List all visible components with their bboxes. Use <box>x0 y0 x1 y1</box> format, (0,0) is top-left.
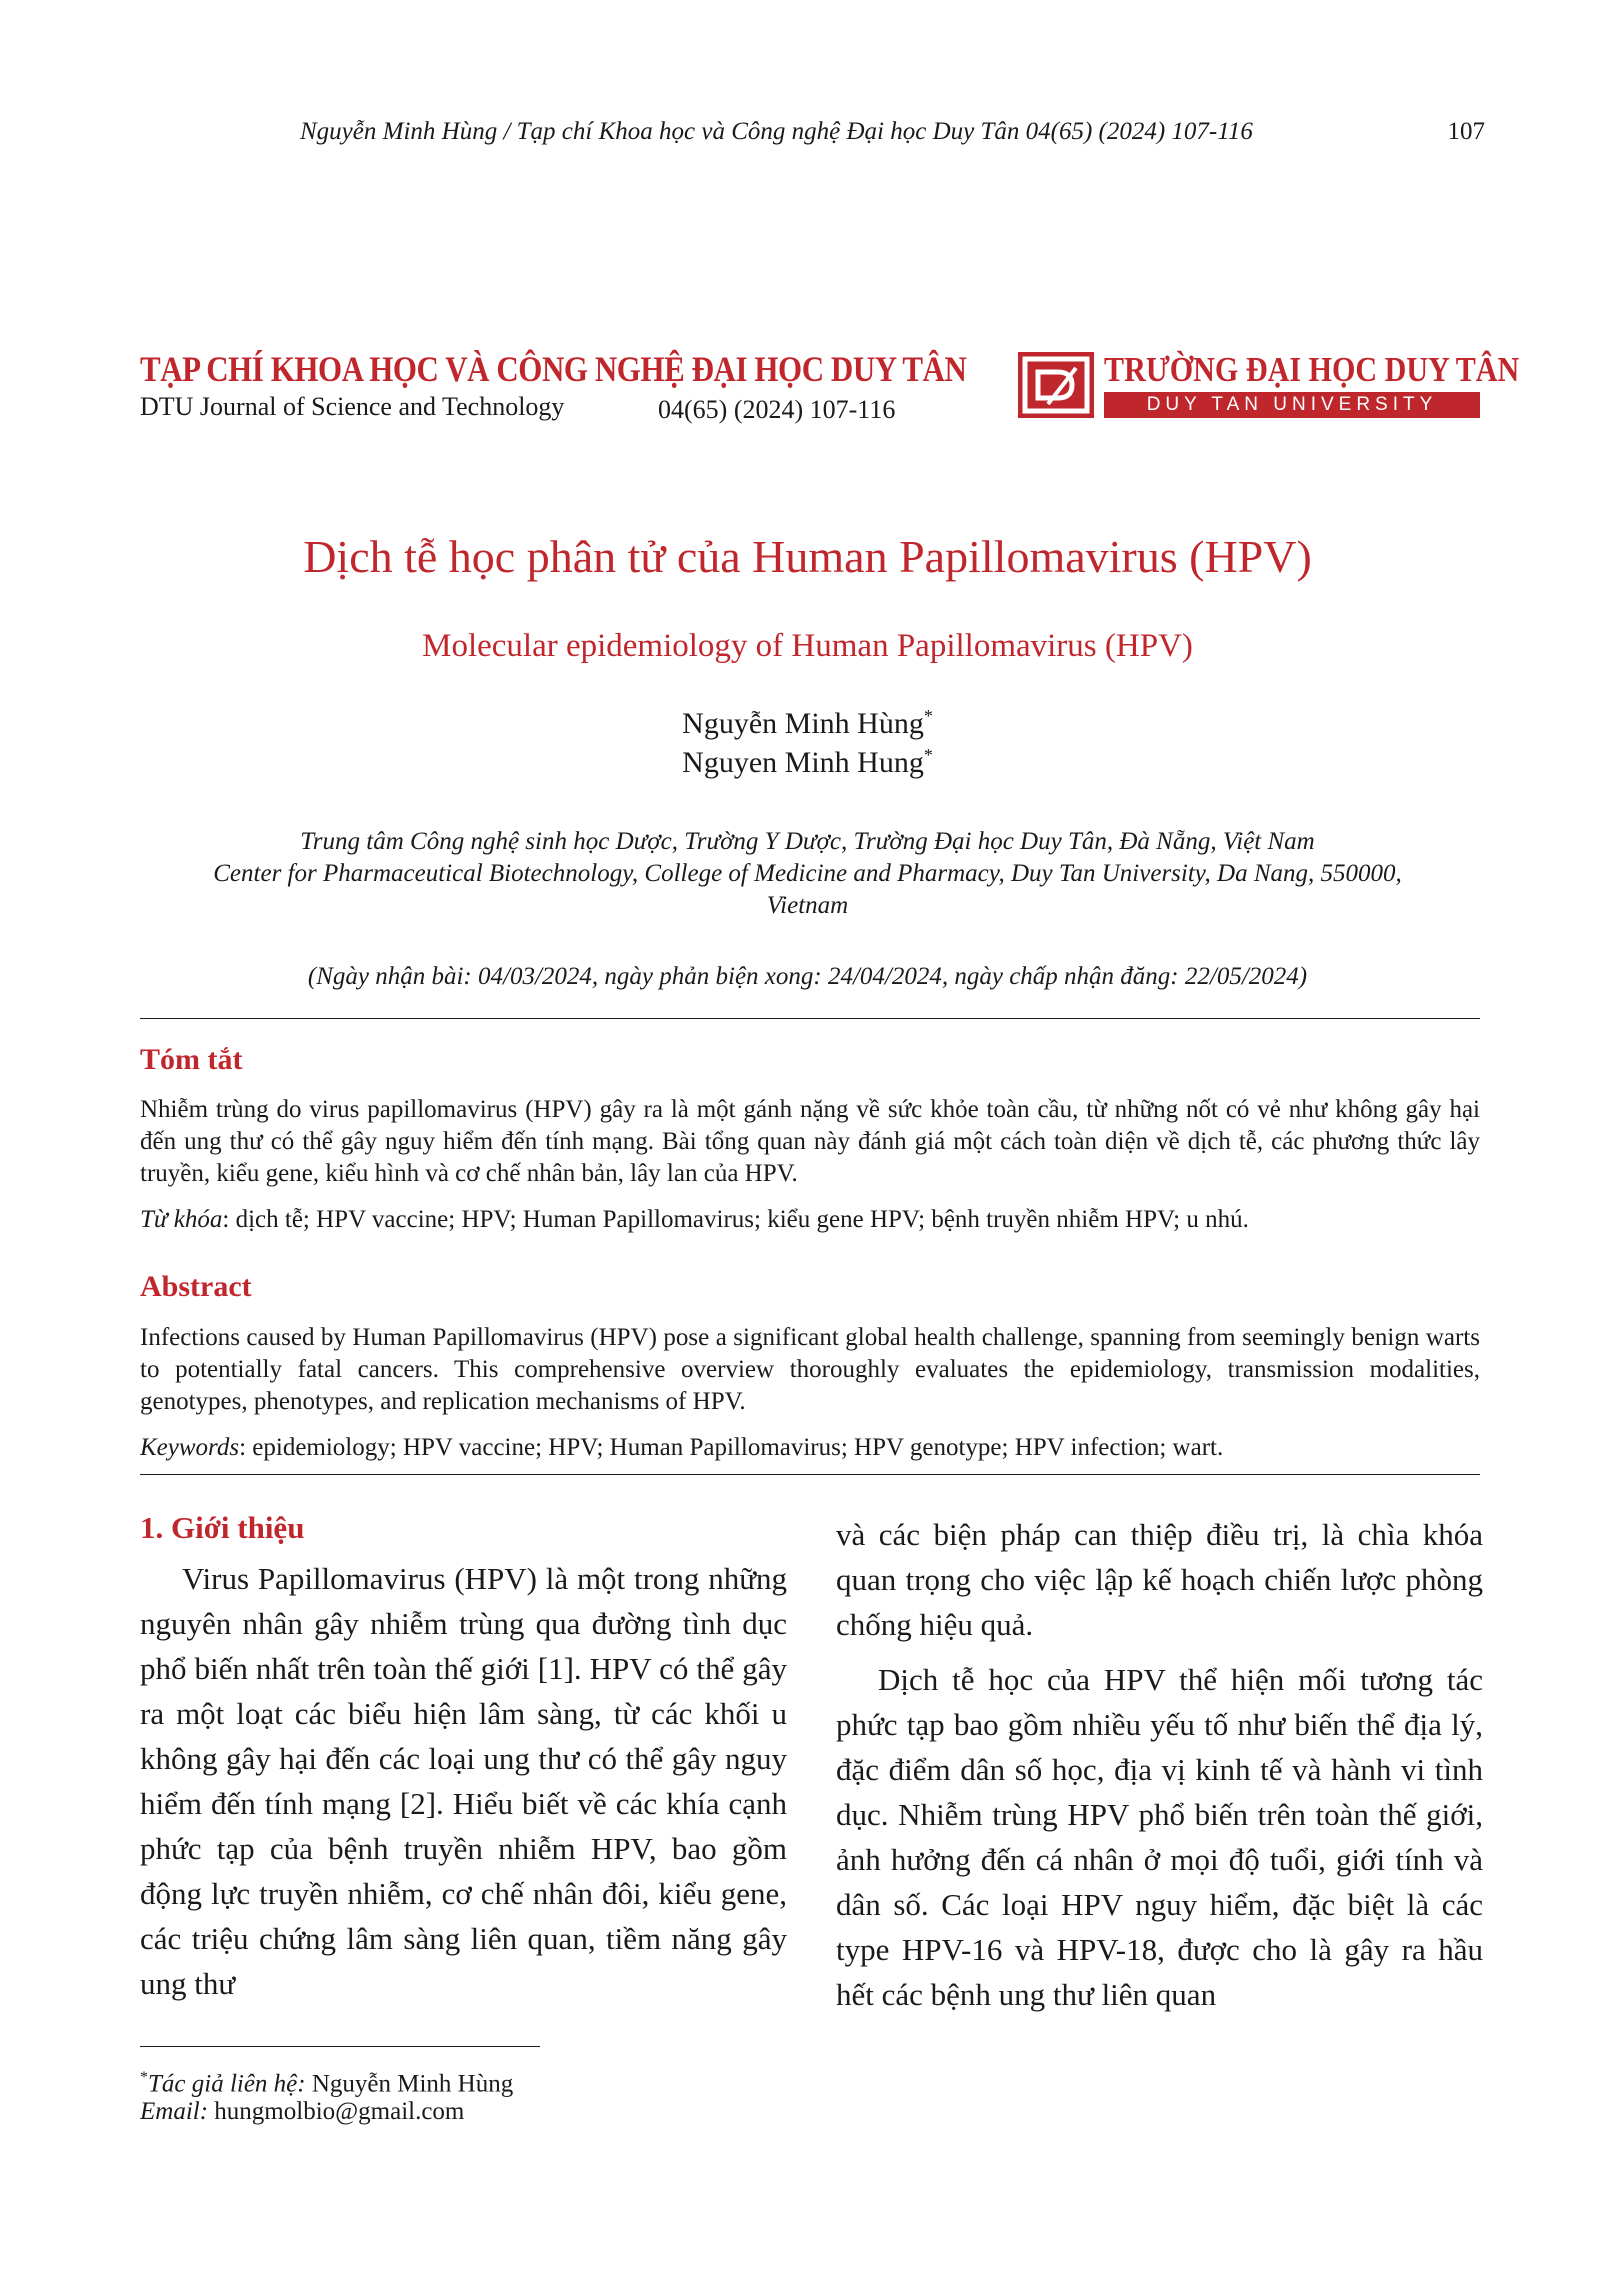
submission-dates: (Ngày nhận bài: 04/03/2024, ngày phản biện xong: 24/04/2024, ngày chấp nhận đăng: 22/05/2024) <box>307 963 1308 990</box>
abstract-text: Infections caused by Human Papillomavirus (HPV) pose a significant global health challenge, spanning from seemingly benign warts to potentially fatal cancers. This comprehensive overview thoroughly evaluates the epidemiology, transmission modalities, genotypes, phenotypes, and replication mechanisms of HPV. <box>140 1324 1480 1415</box>
university-logo <box>1018 350 1520 418</box>
summary-heading: Tóm tắt <box>140 1043 243 1076</box>
footnote-mark: * <box>140 2069 148 2086</box>
article-title-en: Molecular epidemiology of Human Papillomavirus (HPV) <box>422 628 1193 664</box>
author-name: Nguyễn Minh Hùng <box>682 707 924 740</box>
paragraph: và các biện pháp can thiệp điều trị, là chìa khóa quan trọng cho việc lập kế hoạch chiến lược phòng chống hiệu quả. <box>836 1517 1483 1642</box>
logo-band: DUY TAN UNIVERSITY <box>1104 392 1480 418</box>
email-label: Email: <box>140 2098 209 2125</box>
journal-issue: 04(65) (2024) 107-116 <box>658 395 896 424</box>
affiliation-en-country: Vietnam <box>766 892 849 919</box>
affiliation-vn: Trung tâm Công nghệ sinh học Dược, Trường Y Dược, Trường Đại học Duy Tân, Đà Nẵng, Việt Nam <box>300 828 1315 855</box>
divider <box>140 1018 1480 1019</box>
logo-name: TRƯỜNG ĐẠI HỌC DUY TÂN <box>1104 350 1520 389</box>
journal-name-vn: TẠP CHÍ KHOA HỌC VÀ CÔNG NGHỆ ĐẠI HỌC DUY TÂN <box>140 349 967 389</box>
summary-text: Nhiễm trùng do virus papillomavirus (HPV) gây ra là một gánh nặng về sức khỏe toàn cầu, từ những nốt có vẻ như không gây hại đến ung thư có thể gây nguy hiểm đến tính mạng. Bài tổng quan này đánh giá một cách toàn diện về dịch tễ, các phương thức lây truyền, kiểu gene, kiểu hình và cơ chế nhân bản, lây lan của HPV. <box>140 1096 1480 1187</box>
keywords-vn <box>140 1206 1480 1234</box>
right-column <box>836 1512 1483 2017</box>
running-head: Nguyễn Minh Hùng / Tạp chí Khoa học và Công nghệ Đại học Duy Tân 04(65) (2024) 107-116 <box>300 118 1253 145</box>
author-name-en <box>0 745 1615 780</box>
paragraph: Dịch tễ học của HPV thể hiện mối tương tác phức tạp bao gồm nhiều yếu tố như biến thể địa lý, đặc điểm dân số học, địa vị kinh tế và hành vi tình dục. Nhiễm trùng HPV phổ biến trên toàn thế giới, ảnh hưởng đến cá nhân ở mọi độ tuổi, giới tính và dân số. Các loại HPV nguy hiểm, đặc biệt là các type HPV-16 và HPV-18, được cho là gây ra hầu hết các bệnh ung thư liên quan <box>836 1662 1483 2012</box>
keywords-label: Keywords <box>140 1434 240 1461</box>
footnote-email <box>140 2096 464 2128</box>
author-mark: * <box>923 706 933 726</box>
keywords-list: : dịch tễ; HPV vaccine; HPV; Human Papillomavirus; kiểu gene HPV; bệnh truyền nhiễm HPV; u nhú. <box>222 1206 1249 1233</box>
contact-label: Tác giả liên hệ: <box>148 2070 306 2098</box>
abstract-heading: Abstract <box>140 1270 252 1303</box>
affiliation-en: Center for Pharmaceutical Biotechnology, College of Medicine and Pharmacy, Duy Tan University, Da Nang, 550000, <box>213 860 1402 887</box>
journal-name-en: DTU Journal of Science and Technology <box>140 392 565 421</box>
contact-name: Nguyễn Minh Hùng <box>305 2070 514 2098</box>
keywords-en <box>140 1434 1480 1462</box>
article-title-vn: Dịch tễ học phân tử của Human Papillomavirus (HPV) <box>303 531 1312 582</box>
divider <box>140 1474 1480 1475</box>
paragraph: Virus Papillomavirus (HPV) là một trong những nguyên nhân gây nhiễm trùng qua đường tình dục phổ biến nhất trên toàn thế giới [1]. HPV có thể gây ra một loạt các biểu hiện lâm sàng, từ các khối u không gây hại đến các loại ung thư có thể gây nguy hiểm đến tính mạng [2]. Hiểu biết về các khía cạnh phức tạp của bệnh truyền nhiễm HPV, bao gồm động lực truyền nhiễm, cơ chế nhân đôi, kiểu gene, các triệu chứng lâm sàng liên quan, tiềm năng gây ung thư <box>140 1561 787 2001</box>
section-heading: 1. Giới thiệu <box>140 1510 305 1545</box>
page-number: 107 <box>1447 118 1485 145</box>
left-column <box>140 1505 787 2006</box>
author-mark: * <box>923 745 933 765</box>
logo-mark-icon <box>1018 352 1094 418</box>
footnote-divider <box>140 2046 540 2047</box>
author-name: Nguyen Minh Hung <box>682 746 924 779</box>
footnote-contact <box>140 2062 513 2100</box>
keywords-list: : epidemiology; HPV vaccine; HPV; Human Papillomavirus; HPV genotype; HPV infection; wart. <box>239 1434 1224 1461</box>
keywords-label: Từ khóa <box>140 1206 223 1233</box>
author-name-vn <box>0 706 1615 741</box>
email-address[interactable]: hungmolbio@gmail.com <box>208 2098 465 2125</box>
